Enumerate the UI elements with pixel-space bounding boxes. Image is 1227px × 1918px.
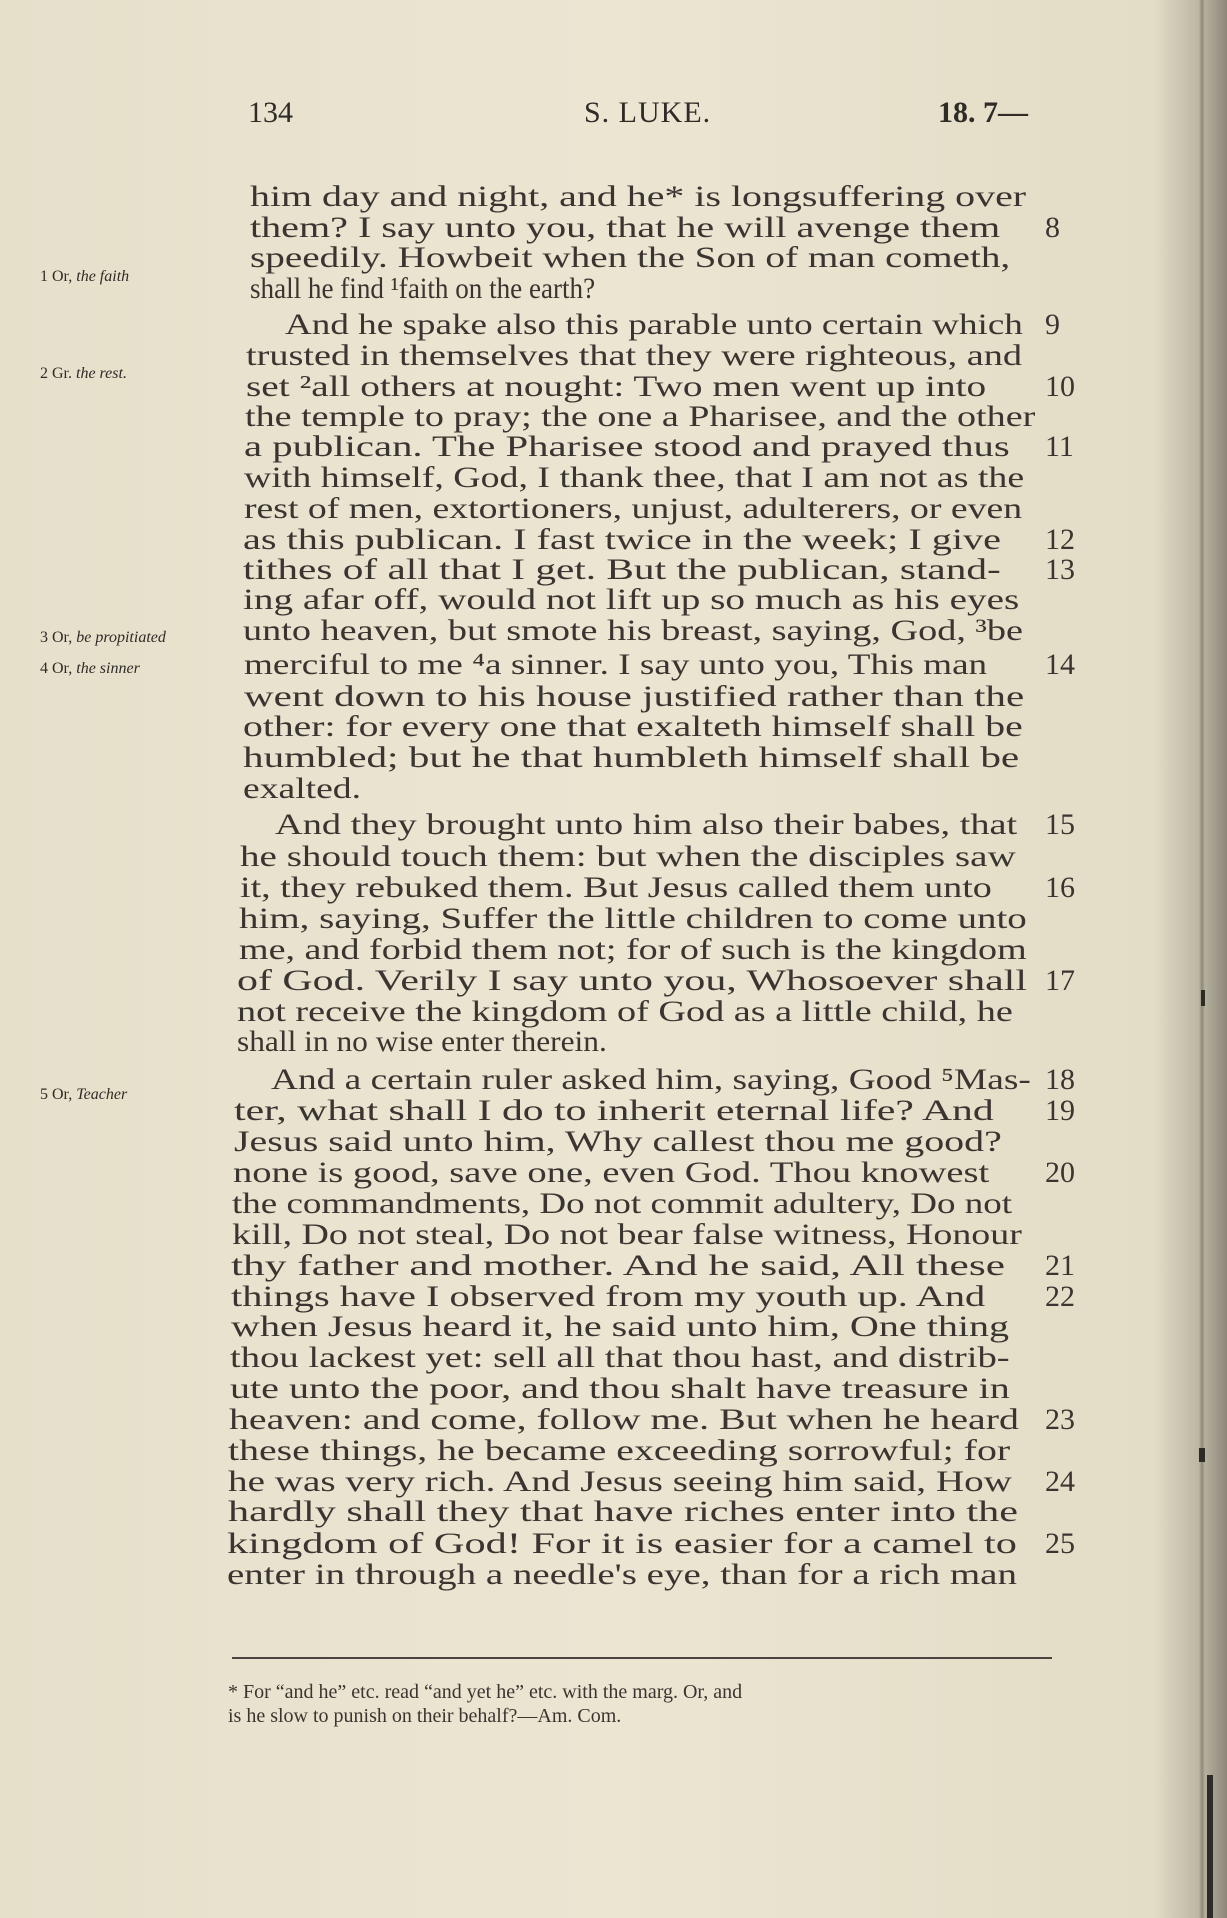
edge-mark [1207, 1775, 1213, 1918]
text-line [0, 180, 1227, 214]
text-line [0, 808, 1227, 842]
line-text: a publican. The Pharisee stood and prayed thus [244, 430, 1010, 463]
text-line [0, 902, 1227, 936]
text-line [0, 1218, 1227, 1252]
margin-note-text: the faith [76, 268, 130, 285]
text-line [0, 680, 1227, 714]
text-line [0, 1434, 1227, 1468]
text-line [0, 1094, 1227, 1128]
line-text: speedily. Howbeit when the Son of man cometh, [250, 241, 1011, 274]
verse-number: 22 [1045, 1280, 1075, 1313]
verse-number: 20 [1045, 1156, 1075, 1189]
text-line [0, 461, 1227, 495]
verse-number: 15 [1045, 808, 1075, 841]
line-text: of God. Verily I say unto you, Whosoever shall [237, 964, 1027, 997]
text-line [0, 995, 1227, 1029]
line-text: humbled; but he that humbleth himself shall be [243, 741, 1020, 774]
text-line [0, 553, 1227, 587]
line-text: unto heaven, but smote his breast, saying, God, ³be [243, 614, 1023, 647]
line-text: these things, he became exceeding sorrowful; for [228, 1434, 1011, 1467]
line-text: as this publican. I fast twice in the week; I give [243, 523, 1002, 556]
line-text: ter, what shall I do to inherit eternal life? And [234, 1094, 994, 1127]
line-text: set ²all others at nought: Two men went up into [246, 370, 987, 403]
text-line [0, 1156, 1227, 1190]
line-text: the temple to pray; the one a Pharisee, and the other [245, 400, 1036, 433]
margin-note [40, 362, 127, 386]
margin-note-number: 3 Or, [40, 629, 73, 646]
line-text: with himself, God, I thank thee, that I am not as the [244, 461, 1025, 494]
verse-number: 13 [1045, 553, 1075, 586]
margin-note [40, 1083, 127, 1107]
line-text: the commandments, Do not commit adultery, Do not [232, 1187, 1013, 1220]
verse-number: 24 [1045, 1465, 1075, 1498]
margin-note [40, 626, 166, 650]
line-text: ing afar off, would not lift up so much as his eyes [243, 583, 1020, 616]
text-line [0, 583, 1227, 617]
text-line [0, 308, 1227, 342]
text-line [0, 1025, 1227, 1059]
running-title: S. LUKE. [584, 96, 712, 129]
verse-number: 12 [1045, 523, 1075, 556]
line-text: other: for every one that exalteth himself shall be [243, 710, 1023, 743]
line-text: shall in no wise enter therein. [237, 1025, 607, 1058]
text-line [0, 241, 1227, 275]
line-text: it, they rebuked them. But Jesus called them unto [240, 871, 992, 904]
text-line [0, 1125, 1227, 1159]
verse-number: 10 [1045, 370, 1075, 403]
line-text: exalted. [243, 772, 362, 805]
line-text: shall he find ¹faith on the earth? [250, 272, 596, 305]
line-text: And a certain ruler asked him, saying, Good ⁵Mas- [271, 1063, 1031, 1096]
text-line [0, 933, 1227, 967]
text-line [0, 1372, 1227, 1406]
line-text: And he spake also this parable unto certain which [285, 308, 1023, 341]
margin-note-text: the sinner [76, 660, 140, 677]
text-line [0, 523, 1227, 557]
verse-number: 8 [1045, 211, 1060, 244]
text-line [0, 1403, 1227, 1437]
line-text: him day and night, and he* is longsuffering over [250, 180, 1027, 213]
margin-note-number: 4 Or, [40, 660, 73, 677]
text-line [0, 871, 1227, 905]
margin-note-text: the rest. [76, 365, 127, 382]
line-text: went down to his house justified rather than the [244, 680, 1025, 713]
text-line [0, 1063, 1227, 1097]
line-text: ute unto the poor, and thou shalt have treasure in [230, 1372, 1010, 1405]
margin-note-text: be propitiated [76, 629, 166, 646]
text-line [0, 1310, 1227, 1344]
margin-note-number: 5 Or, [40, 1086, 73, 1103]
text-line [0, 339, 1227, 373]
line-text: he was very rich. And Jesus seeing him said, How [228, 1465, 1012, 1498]
line-text: Jesus said unto him, Why callest thou me good? [234, 1125, 1002, 1158]
text-line [0, 741, 1227, 775]
text-line [0, 272, 1227, 306]
line-text: enter in through a needle's eye, than for a rich man [227, 1558, 1017, 1591]
margin-note-number: 2 Gr. [40, 365, 72, 382]
line-text: heaven: and come, follow me. But when he heard [229, 1403, 1019, 1436]
footnote-rule [232, 1657, 1052, 1659]
text-line [0, 1249, 1227, 1283]
verse-number: 25 [1045, 1527, 1075, 1560]
verse-number: 19 [1045, 1094, 1075, 1127]
text-line [0, 1280, 1227, 1314]
line-text: And they brought unto him also their babes, that [275, 808, 1018, 841]
line-text: thou lackest yet: sell all that thou hast, and distrib- [230, 1341, 1010, 1374]
text-line [0, 840, 1227, 874]
line-text: hardly shall they that have riches enter into the [228, 1495, 1019, 1528]
text-line [0, 1465, 1227, 1499]
chapter-reference: 18. 7— [938, 96, 1028, 129]
footnote-line: is he slow to punish on their behalf?—Am. Com. [228, 1705, 622, 1727]
line-text: rest of men, extortioners, unjust, adulterers, or even [244, 492, 1023, 525]
text-line [0, 1341, 1227, 1375]
text-line [0, 648, 1227, 682]
page-header [246, 96, 1036, 140]
line-text: when Jesus heard it, he said unto him, One thing [231, 1310, 1010, 1343]
verse-number: 14 [1045, 648, 1075, 681]
line-text: merciful to me ⁴a sinner. I say unto you, This man [244, 648, 988, 681]
page-number: 134 [248, 96, 293, 129]
text-line [0, 492, 1227, 526]
text-line [0, 400, 1227, 434]
margin-note-number: 1 Or, [40, 268, 73, 285]
verse-number: 17 [1045, 964, 1075, 997]
line-text: not receive the kingdom of God as a little child, he [237, 995, 1013, 1028]
footnote-line: * For “and he” etc. read “and yet he” etc. with the marg. Or, and [228, 1681, 743, 1703]
line-text: he should touch them: but when the disciples saw [240, 840, 1016, 873]
line-text: none is good, save one, even God. Thou knowest [233, 1156, 990, 1189]
text-line [0, 211, 1227, 245]
text-line [0, 1187, 1227, 1221]
line-text: kill, Do not steal, Do not bear false witness, Honour [232, 1218, 1022, 1251]
line-text: things have I observed from my youth up. And [231, 1280, 986, 1313]
margin-note [40, 657, 140, 681]
text-line [0, 1495, 1227, 1529]
text-line [0, 964, 1227, 998]
margin-note [40, 265, 129, 289]
line-text: thy father and mother. And he said, All these [231, 1249, 1005, 1282]
verse-number: 16 [1045, 871, 1075, 904]
line-text: him, saying, Suffer the little children to come unto [239, 902, 1027, 935]
verse-number: 23 [1045, 1403, 1075, 1436]
margin-note-text: Teacher [76, 1086, 128, 1103]
text-line [0, 772, 1227, 806]
text-line [0, 430, 1227, 464]
line-text: me, and forbid them not; for of such is the kingdom [239, 933, 1027, 966]
line-text: tithes of all that I get. But the publican, stand- [243, 553, 1001, 586]
verse-number: 21 [1045, 1249, 1075, 1282]
verse-number: 18 [1045, 1063, 1075, 1096]
text-line [0, 614, 1227, 648]
text-line [0, 1527, 1227, 1561]
line-text: them? I say unto you, that he will avenge them [250, 211, 1001, 244]
line-text: trusted in themselves that they were righteous, and [246, 339, 1023, 372]
line-text: kingdom of God! For it is easier for a camel to [227, 1527, 1017, 1560]
verse-number: 9 [1045, 308, 1060, 341]
text-line [0, 710, 1227, 744]
verse-number: 11 [1045, 430, 1074, 463]
text-line [0, 370, 1227, 404]
text-line [0, 1558, 1227, 1592]
